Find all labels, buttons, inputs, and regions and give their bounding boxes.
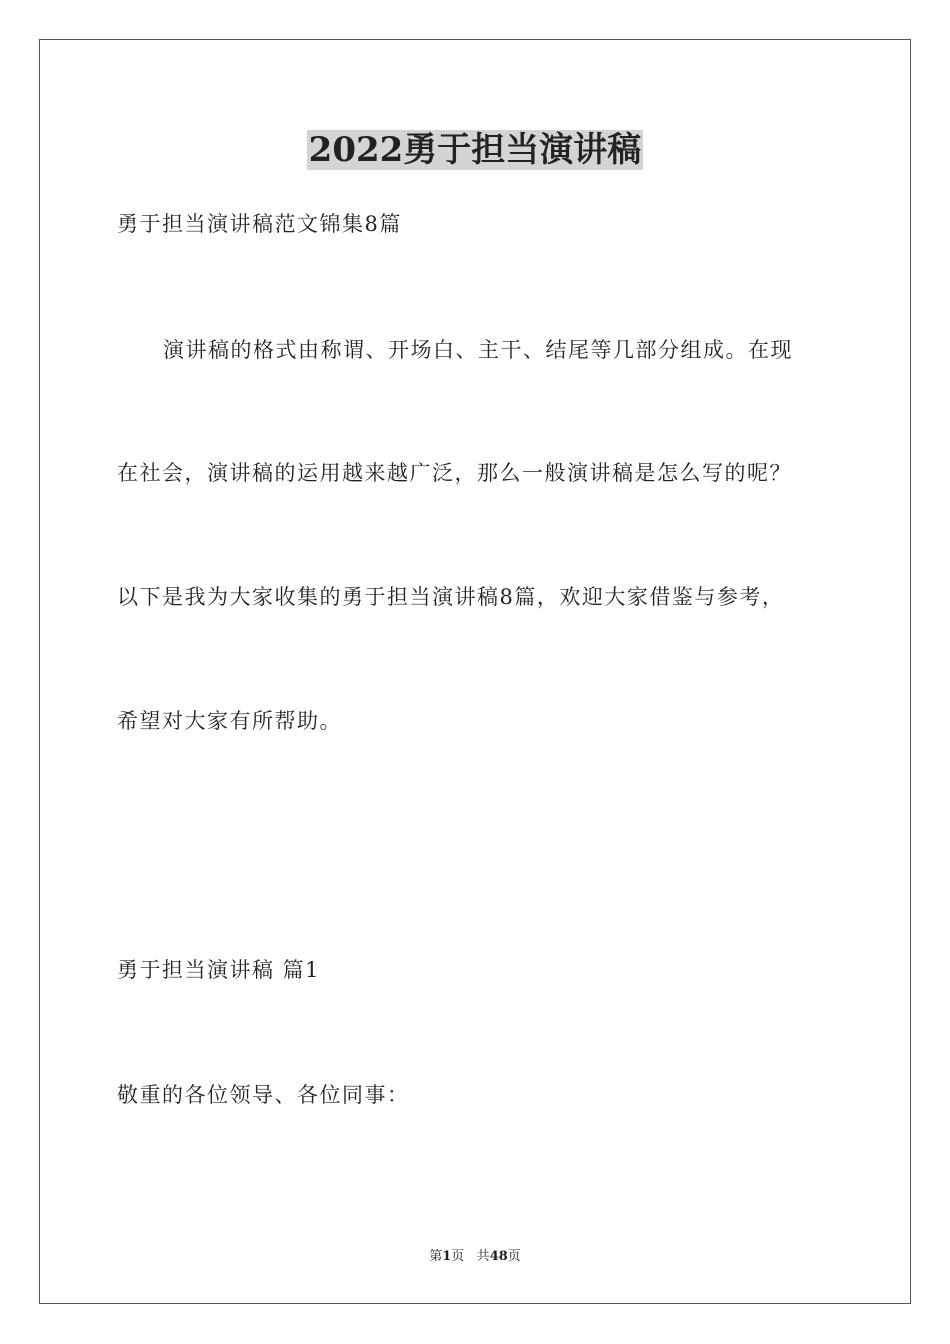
footer-total-suffix: 页 xyxy=(507,1249,521,1264)
intro-line: 希望对大家有所帮助。 xyxy=(117,709,342,733)
section-heading: 勇于担当演讲稿 篇1 xyxy=(117,958,321,982)
intro-line: 演讲稿的格式由称谓、开场白、主干、结尾等几部分组成。在现 xyxy=(163,338,793,362)
document-title-text: 2022勇于担当演讲稿 xyxy=(308,130,642,170)
intro-line: 以下是我为大家收集的勇于担当演讲稿8篇，欢迎大家借鉴与参考， xyxy=(117,585,785,609)
salutation: 敬重的各位领导、各位同事： xyxy=(117,1083,410,1107)
intro-line: 在社会，演讲稿的运用越来越广泛，那么一般演讲稿是怎么写的呢？ xyxy=(117,461,792,485)
document-title xyxy=(0,127,950,173)
footer-page-suffix: 页 xyxy=(451,1249,465,1264)
document-subtitle: 勇于担当演讲稿范文锦集8篇 xyxy=(117,212,402,236)
footer-page-prefix: 第 xyxy=(429,1249,443,1264)
footer-page-number: 1 xyxy=(442,1249,452,1264)
footer-total-prefix: 共 xyxy=(476,1249,490,1264)
page-footer xyxy=(0,1248,950,1266)
footer-total-pages: 48 xyxy=(489,1249,508,1264)
